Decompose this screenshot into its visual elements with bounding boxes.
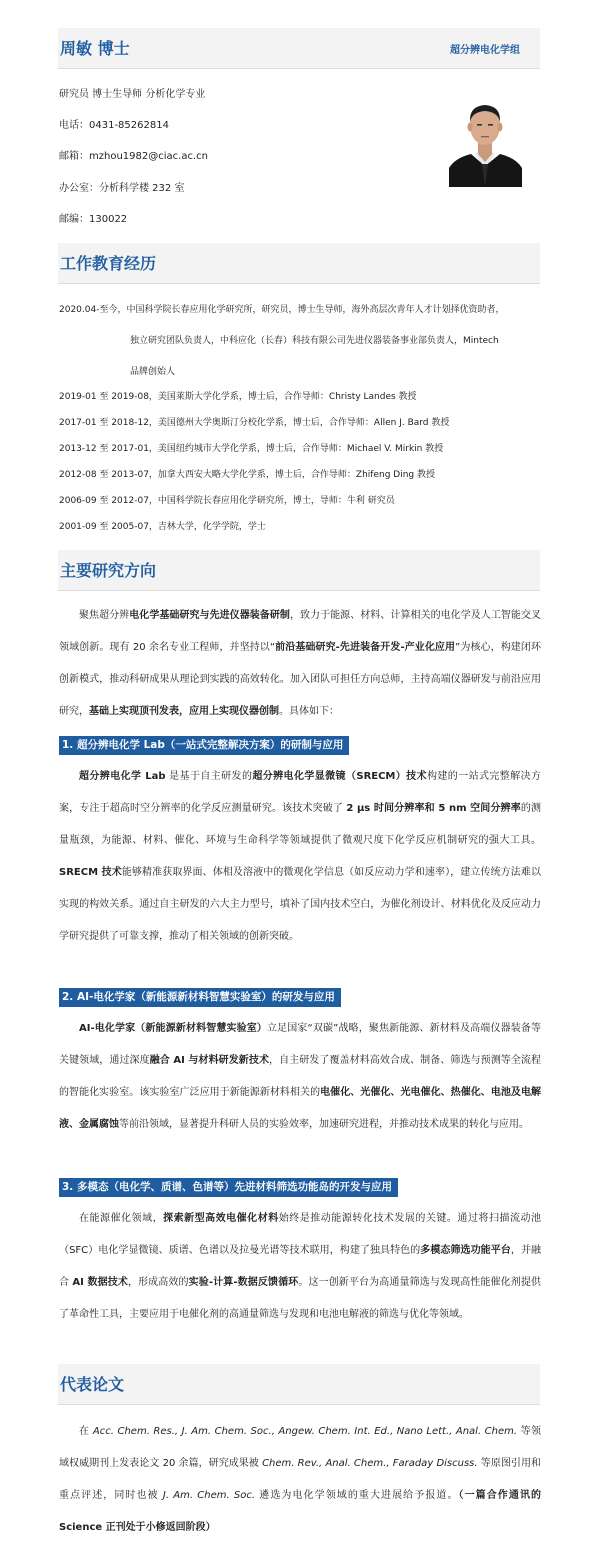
experience-item: 2019-01 至 2019-08，美国莱斯大学化学系，博士后，合作导师：Christy Landes 教授: [59, 392, 417, 402]
section-header-research: [58, 550, 540, 591]
text-run: ，致力于能源、材料、计算相关的电化学及人工智能交叉领域创新。现有 20 余名专业工程师，并坚持以“: [59, 610, 542, 653]
text-run: ，自主研发了覆盖材料高效合成、制备、筛选与预测等全流程的智能化实验室。该实验室广泛应用于新能源新材料相关的: [59, 1055, 542, 1098]
profile-postcode: 邮编：130022: [59, 214, 128, 225]
text-run: 。具体如下：: [279, 706, 339, 717]
text-run: 是基于自主研发的: [165, 771, 253, 782]
text-run: 在能源催化领域，: [79, 1213, 164, 1224]
experience-item: 2001-09 至 2005-07，吉林大学，化学学院，学士: [59, 522, 266, 532]
topic-body-3-text: [59, 1203, 541, 1331]
topic-body-1: [59, 761, 541, 953]
text-run: 始终是推动能源转化技术发展的关键。通过将扫描流动池（SFC）电化学显微镜、质谱、色谱以及拉曼光谱等技术联用，构建了独具特色的: [59, 1213, 542, 1256]
portrait-icon: [449, 88, 522, 187]
topic-body-2: [59, 1013, 541, 1141]
section-title-papers: 代表论文: [60, 1375, 125, 1394]
text-run: 的测量瓶颈，为能源、材料、催化、环境与生命科学等领域提供了微观尺度下化学反应机制研究的强大工具。: [59, 803, 541, 846]
text-run: 等原图引用和重点评述，同时也被: [59, 1458, 541, 1501]
experience-item: 品牌创始人: [130, 367, 176, 377]
emphasis-text: 探索新型高效电催化材料: [163, 1213, 279, 1224]
group-name: 超分辨电化学组: [450, 45, 520, 56]
text-run: 立足国家“双碳”战略，聚焦新能源、新材料及高端仪器装备等关键领域，通过深度: [59, 1023, 541, 1066]
journal-names: J. Am. Chem. Soc.: [162, 1490, 256, 1501]
text-run: 聚焦超分辨: [79, 610, 130, 621]
journal-names: Acc. Chem. Res., J. Am. Chem. Soc., Angew. Chem. Int. Ed., Nano Lett., Anal. Chem.: [92, 1426, 518, 1437]
experience-item: 2017-01 至 2018-12，美国德州大学奥斯汀分校化学系，博士后，合作导师：Allen J. Bard 教授: [59, 418, 450, 428]
emphasis-text: 基础上实现顶刊发表，应用上实现仪器创制: [89, 706, 279, 717]
emphasis-text: SRECM 技术: [59, 867, 122, 878]
topic-body-2-text: [59, 1013, 541, 1141]
text-run: 。这一创新平台为高通量筛选与发现高性能催化剂提供了革命性工具，主要应用于电催化剂的高通量筛选与发现和电池电解液的筛选与优化等领域。: [59, 1277, 542, 1320]
name-header: [58, 28, 540, 69]
emphasis-text: 超分辨电化学 Lab: [79, 771, 166, 782]
topic-body-1-text: [59, 761, 541, 953]
papers-summary: [59, 1416, 541, 1544]
portrait-photo: [449, 88, 522, 187]
text-run: 遴选为电化学领域的重大进展给予报道。: [255, 1490, 459, 1501]
section-title-research: 主要研究方向: [60, 561, 157, 580]
text-run: 在: [79, 1426, 93, 1437]
experience-item: 2020.04-至今，中国科学院长春应用化学研究所，研究员，博士生导师，海外高层次青年人才计划择优资助者，: [59, 305, 505, 315]
profile-email[interactable]: 邮箱：mzhou1982@ciac.ac.cn: [59, 151, 208, 162]
experience-item: 2006-09 至 2012-07，中国科学院长春应用化学研究所，博士，导师：牛利 研究员: [59, 496, 395, 506]
section-title-experience: 工作教育经历: [60, 254, 157, 273]
topic-heading-2: 2. AI-电化学家（新能源新材料智慧实验室）的研发与应用: [59, 988, 341, 1007]
papers-summary-text: [59, 1416, 541, 1544]
text-run: 能够精准获取界面、体相及溶液中的微观化学信息（如反应动力学和速率），建立传统方法难以实现的构效关系。通过自主研发的六大主力型号，填补了国内技术空白，为催化剂设计、材料优化及反应动力学研究提供了可靠支撑，推动了相关领域的创新突破。: [59, 867, 541, 942]
profile-titles: 研究员 博士生导师 分析化学专业: [59, 89, 206, 100]
person-name: 周敏 博士: [60, 39, 130, 58]
profile-office: 办公室：分析科学楼 232 室: [59, 183, 185, 194]
text-run: ，并融合: [59, 1245, 542, 1288]
experience-item: 独立研究团队负责人，中科应化（长春）科技有限公司先进仪器装备事业部负责人，Mintech: [130, 336, 499, 346]
emphasis-text: 超分辨电化学显微镜（SRECM）技术: [252, 771, 427, 782]
section-header-experience: [58, 243, 540, 284]
emphasis-text: 实验-计算-数据反馈循环: [188, 1277, 299, 1288]
emphasis-text: AI 数据技术: [72, 1277, 128, 1288]
journal-names: Chem. Rev., Anal. Chem., Faraday Discuss.: [262, 1458, 478, 1469]
topic-body-3: [59, 1203, 541, 1331]
text-run: ”为核心，构建闭环创新模式，推动科研成果从理论到实践的高效转化。加入团队可担任方向总师，主持高端仪器研发与前沿应用研究，: [59, 642, 541, 717]
emphasis-text: 2 μs 时间分辨率和 5 nm 空间分辨率: [346, 803, 521, 814]
section-header-papers: [58, 1364, 540, 1405]
experience-item: 2012-08 至 2013-07，加拿大西安大略大学化学系，博士后，合作导师：Zhifeng Ding 教授: [59, 470, 435, 480]
research-intro: [59, 600, 541, 728]
emphasis-text: 电化学基础研究与先进仪器装备研制: [129, 610, 290, 621]
profile-phone: 电话：0431-85262814: [59, 120, 169, 131]
experience-item: 2013-12 至 2017-01，美国纽约城市大学化学系，博士后，合作导师：Michael V. Mirkin 教授: [59, 444, 444, 454]
emphasis-text: 多模态筛选功能平台: [420, 1245, 511, 1256]
emphasis-text: 电催化、光催化、光电催化、热催化、电池及电解液、金属腐蚀: [59, 1087, 542, 1130]
topic-heading-3: 3. 多模态（电化学、质谱、色谱等）先进材料筛选功能岛的开发与应用: [59, 1178, 398, 1197]
emphasis-text: 前沿基础研究-先进装备开发-产业化应用: [275, 642, 456, 653]
text-run: 等领域权威期刊上发表论文 20 余篇，研究成果被: [59, 1426, 541, 1469]
emphasis-text: （一篇合作通讯的 Science 正刊处于小修返回阶段）: [59, 1490, 542, 1533]
topic-heading-1: 1. 超分辨电化学 Lab（一站式完整解决方案）的研制与应用: [59, 736, 349, 755]
emphasis-text: 融合 AI 与材料研发新技术: [149, 1055, 270, 1066]
text-run: ，形成高效的: [127, 1277, 189, 1288]
text-run: 等前沿领域，显著提升科研人员的实验效率，加速研究进程，并推动技术成果的转化与应用。: [119, 1119, 529, 1130]
emphasis-text: AI-电化学家（新能源新材料智慧实验室）: [79, 1023, 268, 1034]
research-intro-text: [59, 600, 541, 728]
text-run: 构建的一站式完整解决方案，专注于超高时空分辨率的化学反应测量研究。该技术突破了: [59, 771, 542, 814]
